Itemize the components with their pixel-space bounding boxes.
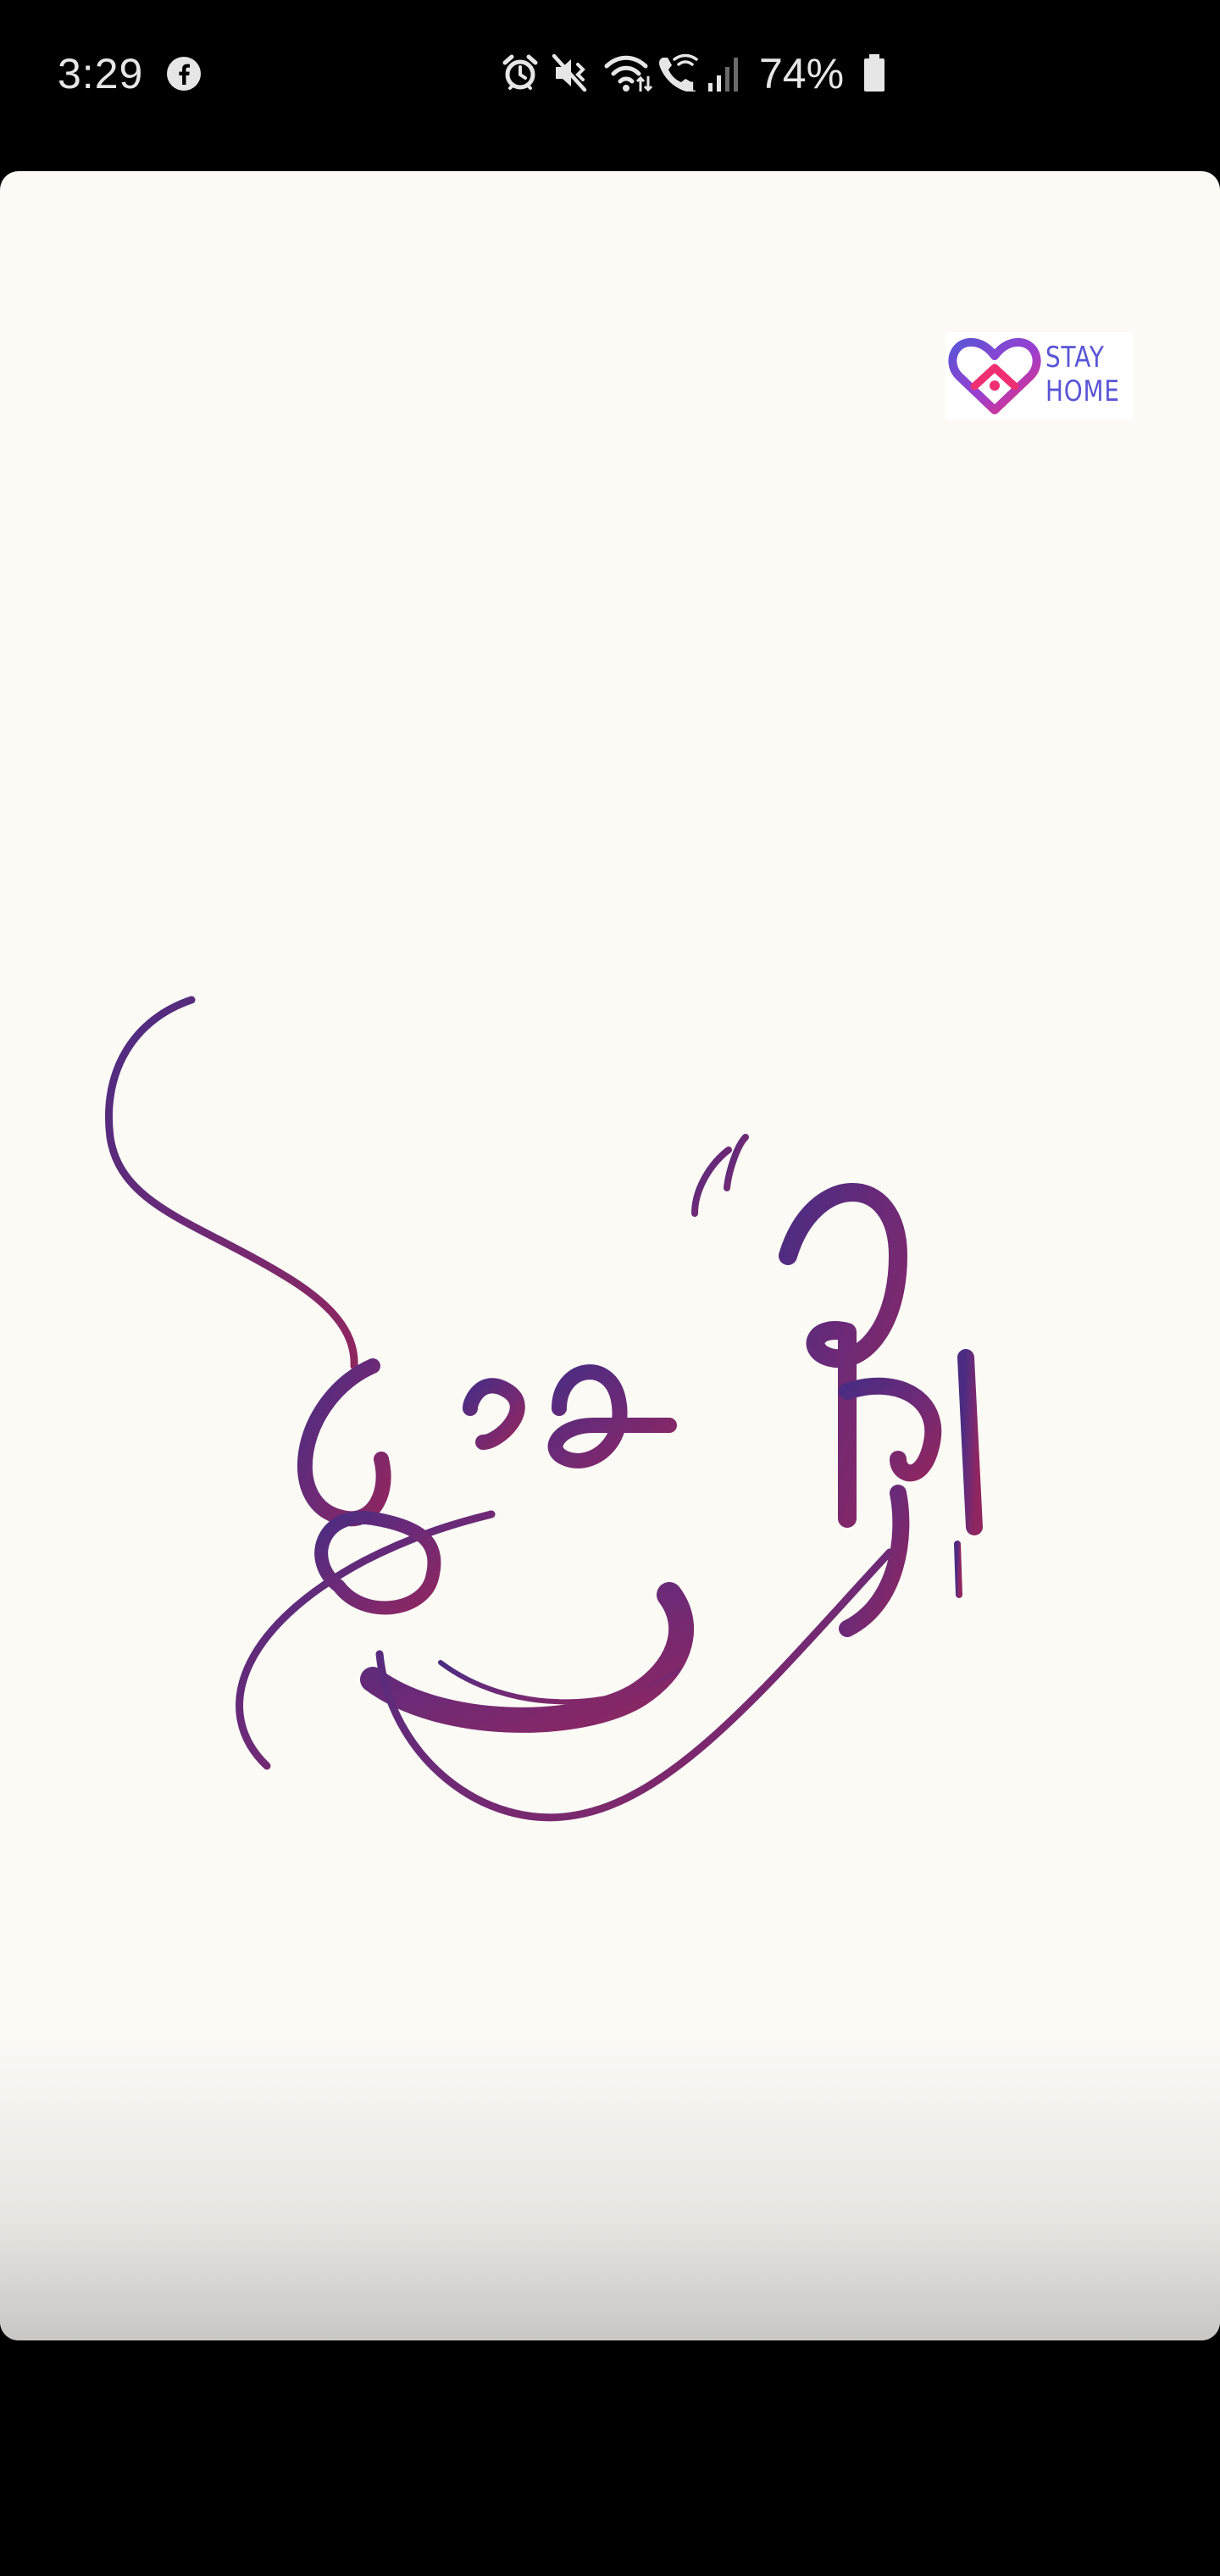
- bottom-fade: [0, 2035, 1220, 2340]
- stay-home-line2: HOME: [1045, 375, 1120, 408]
- story-card[interactable]: [0, 171, 1220, 2340]
- signal-icon: [707, 53, 744, 93]
- heart-home-icon: [946, 332, 1045, 420]
- wifi-call-icon: [656, 53, 702, 95]
- dwarkadhish-calligraphy: [85, 815, 1034, 1857]
- battery-icon: [862, 53, 886, 93]
- stay-home-line1: STAY: [1045, 341, 1105, 375]
- stay-home-sticker[interactable]: [946, 332, 1134, 420]
- stay-home-text: [1045, 341, 1120, 408]
- alarm-icon: [500, 53, 541, 93]
- facebook-icon: [166, 56, 202, 92]
- mute-icon: [551, 53, 593, 93]
- svg-text:1: 1: [688, 79, 697, 95]
- navigation-bar-area: [0, 2340, 1220, 2576]
- status-time: 3:29: [58, 50, 144, 97]
- wifi-icon: [603, 53, 652, 95]
- battery-percent: 74%: [759, 50, 845, 97]
- status-bar: [0, 0, 1220, 153]
